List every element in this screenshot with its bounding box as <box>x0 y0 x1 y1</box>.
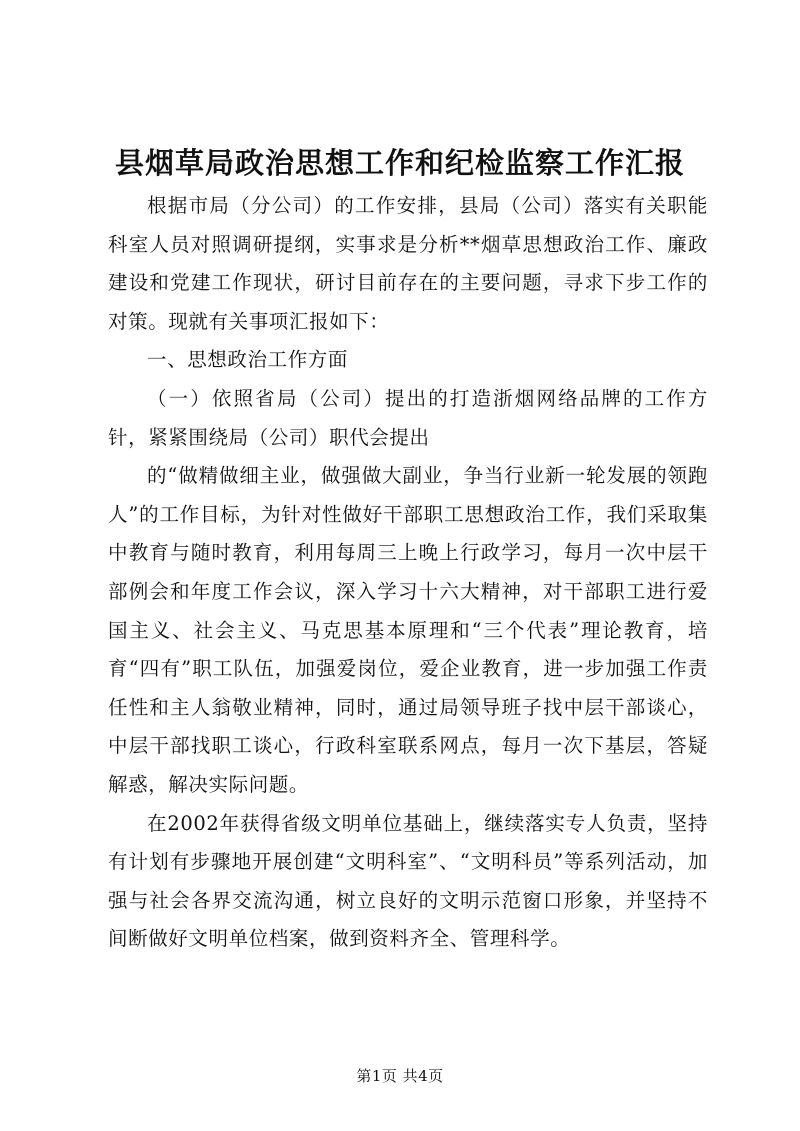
paragraph-subsection-1: （一）依照省局（公司）提出的打造浙烟网络品牌的工作方针，紧紧围绕局（公司）职代会提出 <box>108 386 708 449</box>
paragraph-intro: 根据市局（分公司）的工作安排，县局（公司）落实有关职能科室人员对照调研提纲，实事求是分析**烟草思想政治工作、廉政建设和党建工作现状，研讨目前存在的主要问题，寻求下步工作的对策。现就有关事项汇报如下： <box>108 194 708 333</box>
paragraph-work-goal: 的“做精做细主业，做强做大副业，争当行业新一轮发展的领跑人”的工作目标，为针对性做好干部职工思想政治工作，我们采取集中教育与随时教育，利用每周三上晚上行政学习，每月一次中层干部例会和年度工作会议，深入学习十六大精神，对干部职工进行爱国主义、社会主义、马克思基本原理和“三个代表”理论教育，培育“四有”职工队伍，加强爱岗位，爱企业教育，进一步加强工作责任性和主人翁敬业精神，同时，通过局领导班子找中层干部谈心，中层干部找职工谈心，行政科室联系网点，每月一次下基层，答疑解惑，解决实际问题。 <box>108 464 708 796</box>
paragraph-civilization: 在2002年获得省级文明单位基础上，继续落实专人负责，坚持有计划有步骤地开展创建“文明科室”、“文明科员”等系列活动，加强与社会各界交流沟通，树立良好的文明示范窗口形象，并坚持不间断做好文明单位档案，做到资料齐全、管理科学。 <box>108 811 708 951</box>
document-title: 县烟草局政治思想工作和纪检监察工作汇报 <box>114 146 685 180</box>
document-body <box>108 187 708 959</box>
page-footer: 第1页 共4页 <box>356 1067 444 1085</box>
section-heading-ideology: 一、思想政治工作方面 <box>147 348 349 372</box>
